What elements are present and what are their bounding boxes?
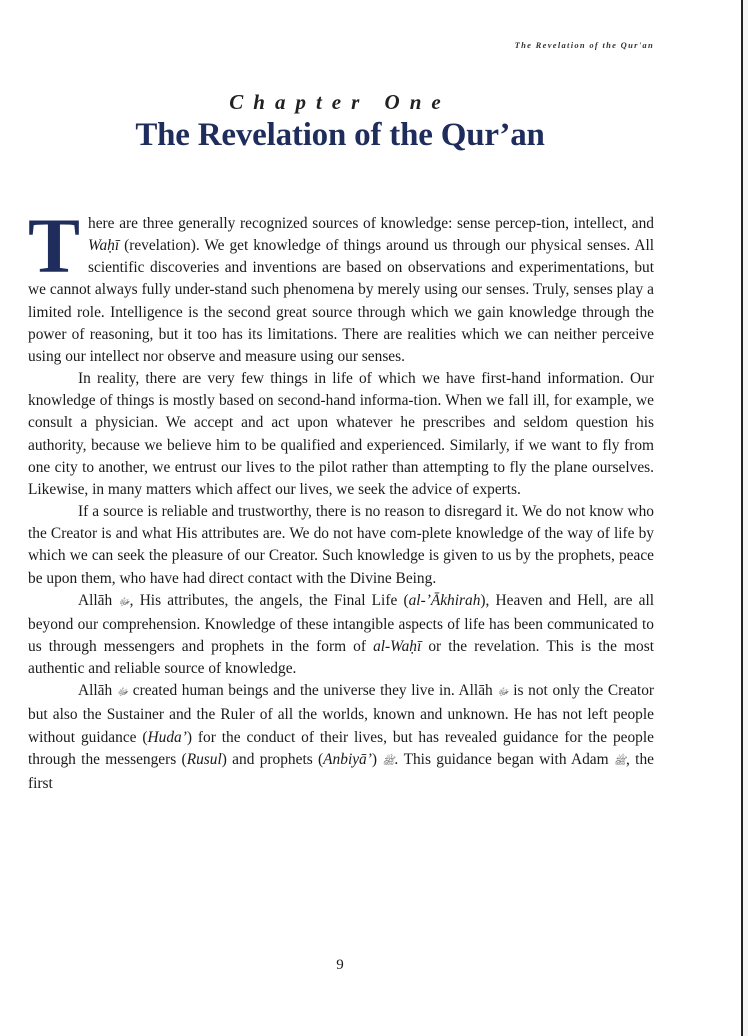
drop-cap: T [28,202,81,289]
text-run: (revelation). We get knowledge of things around us through our physical senses. All scientific discoveries and inventions are based on observations and experimentations, but we cannot always fully under-stand such phenomena by merely using our senses. Truly, senses play a limited role. Intelligence is the second great source through which we gain knowledge through the power of reasoning, but it too has its limitations. There are realities which we can neither perceive using our intellect nor observe and measure using our senses. [28,237,654,365]
paragraph-4 [28,590,654,681]
term-rusul: Rusul [186,750,222,768]
text-run: or the revelation. This is the most authentic and reliable source of knowledge. [28,637,654,678]
body-text [28,202,655,795]
honorific-glyph: ﷺ [613,755,627,767]
term-huda: Huda’ [147,728,187,746]
text-run: Allāh [78,682,117,700]
page-number: 9 [336,957,344,973]
paragraph-3: If a source is reliable and trustworthy, there is no reason to disregard it. We do not know who the Creator is and what His attributes are. We do not have com-plete knowledge of the way of life by which we can seek the pleasure of our Creator. Such knowledge is given to us by the prophets, peace be upon them, who have had direct contact with the Divine Being. [28,503,654,587]
text-run: created human beings and the universe they live in. Allāh [128,682,498,700]
page-edge-shadow [743,0,748,1036]
text-run: is not only the Creator but also the Sustainer and the Ruler of all the worlds, known and unknown. He has not left people without guidance ( [28,682,655,746]
paragraph-1 [28,202,654,368]
honorific-glyph: ﷻ [497,687,509,699]
term-wahi: Waḥī [88,237,120,255]
honorific-glyph: ﷺ [382,755,395,767]
text-run: ) for the conduct of their lives, but has revealed guidance for the people through the messengers ( [28,728,654,768]
text-run: Allāh [78,591,119,609]
text-run: . This guidance began with Adam [394,750,614,768]
chapter-label: Chapter One [229,90,451,114]
honorific-glyph: ﷻ [116,687,129,699]
text-run: , His attributes, the angels, the Final Life ( [129,591,409,609]
chapter-title: The Revelation of the Qur’an [135,117,545,153]
text-run: ), Heaven and Hell, are all beyond our comprehension. Knowledge of these intangible aspects of life has been communicated to us through messengers and prophets in the form of [28,591,654,655]
term-anbiya: Anbiyā’ [323,750,372,768]
text-run: ) [371,750,383,768]
term-akhirah: al-’Ākhirah [408,591,481,609]
text-run: , the first [28,750,654,792]
text-run: ) and prophets ( [221,750,324,768]
honorific-glyph: ﷻ [118,596,130,608]
paragraph-2: In reality, there are very few things in life of which we have first-hand information. Our knowledge of things is mostly based on second-hand informa-tion. When we fall ill, for example, we consult a physician. We accept and act upon whatever he prescribes and seldom question his authority, because we believe him to be qualified and experienced. Similarly, if we want to fly from one city to another, we entrust our lives to the pilot rather than attempting to fly the plane ourselves. Likewise, in many matters which affect our lives, we seek the advice of experts. [28,370,654,498]
paragraph-5 [28,680,654,795]
term-al-wahi: al-Waḥī [373,637,422,655]
running-head: The Revelation of the Qur'an [514,40,654,50]
text-run: here are three generally recognized sources of knowledge: sense percep-tion, intellect, and [88,215,654,232]
